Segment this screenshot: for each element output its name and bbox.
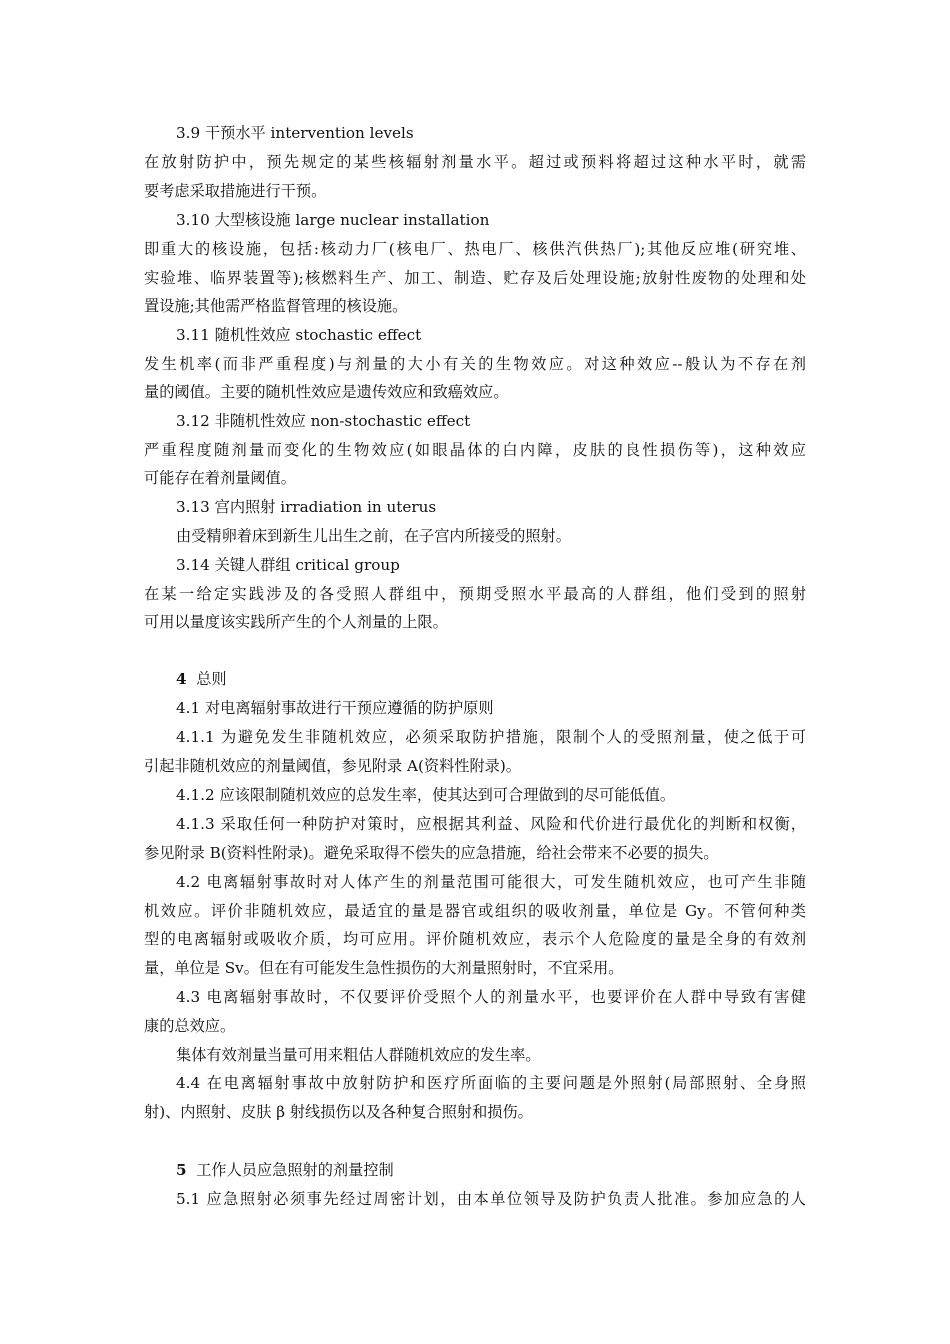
paragraph-line: 实验堆、临界装置等);核燃料生产、加工、制造、贮存及后处理设施;放射性废物的处理和处 (144, 269, 806, 287)
heading-4-1: 4.1 对电离辐射事故进行干预应遵循的防护原则 (176, 699, 494, 717)
paragraph-line: 4.2 电离辐射事故时对人体产生的剂量范围可能很大，可发生随机效应，也可产生非随 (176, 873, 806, 891)
heading-3-13: 3.13 宫内照射 irradiation in uterus (176, 498, 437, 516)
section-heading-5 (176, 1160, 394, 1180)
paragraph-line: 型的电离辐射或吸收介质，均可应用。评价随机效应，表示个人危险度的量是全身的有效剂 (144, 930, 806, 948)
paragraph-line: 即重大的核设施，包括:核动力厂(核电厂、热电厂、核供汽供热厂);其他反应堆(研究堆、 (144, 240, 806, 258)
heading-3-14: 3.14 关键人群组 critical group (176, 556, 400, 574)
heading-3-9: 3.9 干预水平 intervention levels (176, 124, 414, 142)
paragraph-line: 4.1.3 采取任何一种防护对策时，应根据其利益、风险和代价进行最优化的判断和权衡， (176, 815, 806, 833)
paragraph-line: 康的总效应。 (144, 1017, 236, 1035)
paragraph-line: 发生机率(而非严重程度)与剂量的大小有关的生物效应。对这种效应--般认为不存在剂 (144, 355, 806, 373)
section-heading-4 (176, 669, 227, 689)
paragraph-line: 可用以量度该实践所产生的个人剂量的上限。 (144, 613, 448, 631)
heading-3-10: 3.10 大型核设施 large nuclear installation (176, 211, 490, 229)
paragraph-line: 机效应。评价非随机效应，最适宜的量是器官或组织的吸收剂量，单位是 Gy。不管何种类 (144, 902, 806, 920)
paragraph-line: 4.4 在电离辐射事故中放射防护和医疗所面临的主要问题是外照射(局部照射、全身照 (176, 1074, 806, 1092)
heading-3-11: 3.11 随机性效应 stochastic effect (176, 326, 422, 344)
section-number: 5 (176, 1161, 187, 1179)
paragraph-line: 参见附录 B(资料性附录)。避免采取得不偿失的应急措施，给社会带来不必要的损失。 (144, 844, 719, 862)
paragraph-line: 严重程度随剂量而变化的生物效应(如眼晶体的白内障，皮肤的良性损伤等)，这种效应 (144, 441, 806, 459)
paragraph-4-1-2: 4.1.2 应该限制随机效应的总发生率，使其达到可合理做到的尽可能低值。 (176, 786, 676, 804)
paragraph-line: 4.3 电离辐射事故时，不仅要评价受照个人的剂量水平，也要评价在人群中导致有害健 (176, 988, 806, 1006)
paragraph-line: 由受精卵着床到新生儿出生之前，在子宫内所接受的照射。 (176, 527, 571, 545)
section-title: 总则 (196, 670, 227, 688)
paragraph-line: 5.1 应急照射必须事先经过周密计划，由本单位领导及防护负责人批准。参加应急的人 (176, 1190, 806, 1208)
heading-3-12: 3.12 非随机性效应 non-stochastic effect (176, 412, 471, 430)
paragraph-line: 量，单位是 Sv。但在有可能发生急性损伤的大剂量照射时，不宜采用。 (144, 959, 624, 977)
paragraph-line: 可能存在着剂量阈值。 (144, 469, 296, 487)
paragraph-line: 量的阈值。主要的随机性效应是遗传效应和致癌效应。 (144, 383, 509, 401)
paragraph-line: 4.1.1 为避免发生非随机效应，必须采取防护措施，限制个人的受照剂量，使之低于可 (176, 728, 806, 746)
paragraph-4-3-note: 集体有效剂量当量可用来粗估人群随机效应的发生率。 (176, 1046, 541, 1064)
paragraph-line: 在放射防护中，预先规定的某些核辐射剂量水平。超过或预料将超过这种水平时，就需 (144, 153, 806, 171)
paragraph-line: 在某一给定实践涉及的各受照人群组中，预期受照水平最高的人群组，他们受到的照射 (144, 585, 806, 603)
paragraph-line: 射)、内照射、皮肤 β 射线损伤以及各种复合照射和损伤。 (144, 1103, 533, 1121)
section-title: 工作人员应急照射的剂量控制 (196, 1161, 394, 1179)
paragraph-line: 置设施;其他需严格监督管理的核设施。 (144, 297, 408, 315)
paragraph-line: 引起非随机效应的剂量阈值，参见附录 A(资料性附录)。 (144, 757, 521, 775)
paragraph-line: 要考虑采取措施进行干预。 (144, 182, 327, 200)
section-number: 4 (176, 670, 187, 688)
